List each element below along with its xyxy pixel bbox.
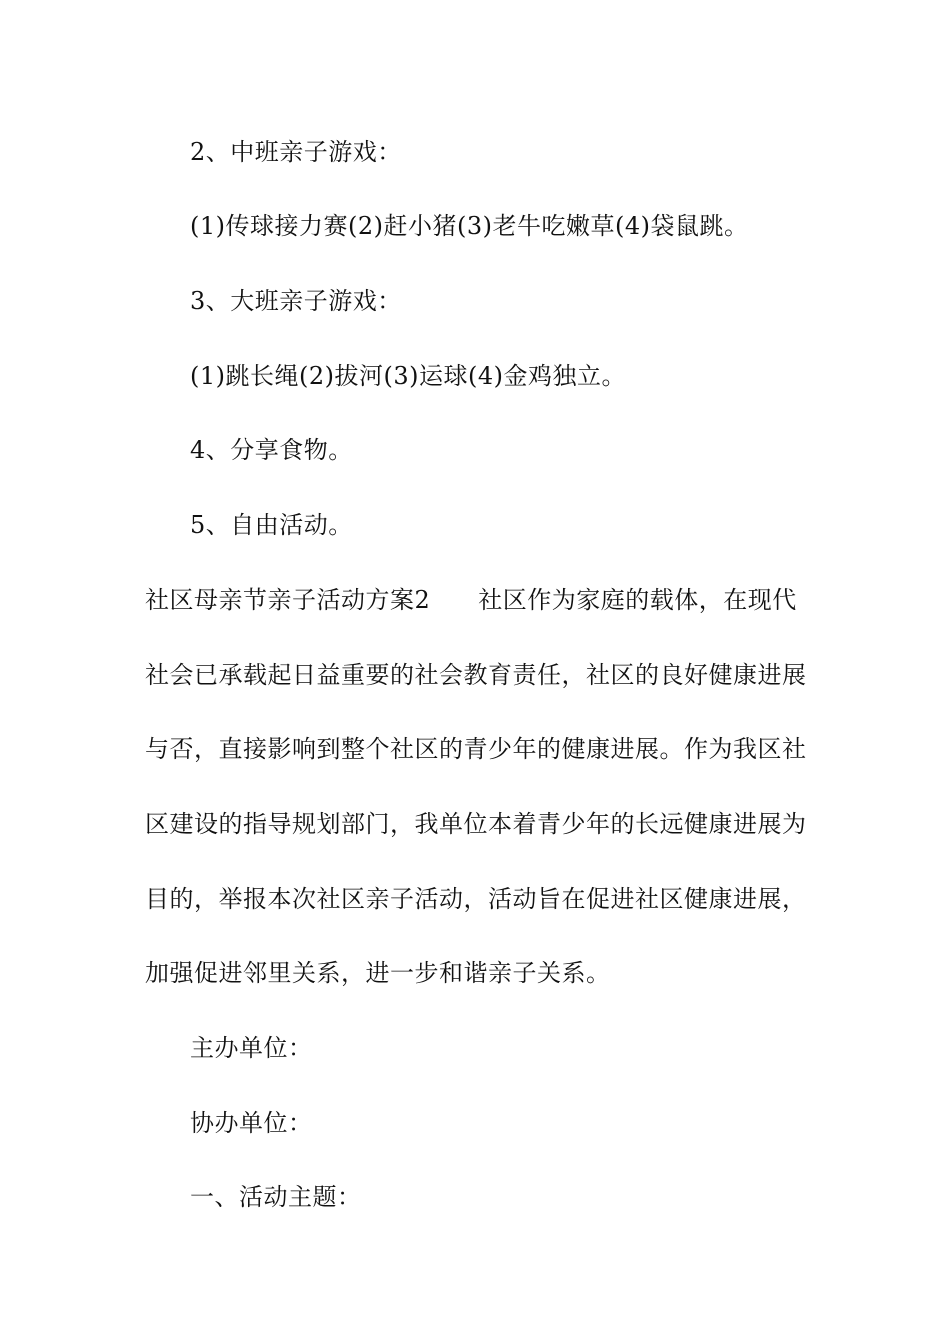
list-item: 4、分享食物。 xyxy=(190,436,353,464)
list-item: (1)传球接力赛(2)赶小猪(3)老牛吃嫩草(4)袋鼠跳。 xyxy=(190,212,749,240)
paragraph-line: 社会已承载起日益重要的社会教育责任，社区的良好健康进展 xyxy=(145,661,807,689)
organizer-label: 主办单位： xyxy=(190,1034,313,1062)
list-item: 5、自由活动。 xyxy=(190,511,353,539)
section-title: 社区母亲节亲子活动方案2 xyxy=(145,586,431,614)
paragraph-line: 与否，直接影响到整个社区的青少年的健康进展。作为我区社 xyxy=(145,735,807,763)
paragraph-line: 目的，举报本次社区亲子活动，活动旨在促进社区健康进展， xyxy=(145,885,807,913)
paragraph-text: 社区作为家庭的载体，在现代 xyxy=(478,586,797,614)
list-item: (1)跳长绳(2)拔河(3)运球(4)金鸡独立。 xyxy=(190,362,626,390)
paragraph-line: 区建设的指导规划部门，我单位本着青少年的长远健康进展为 xyxy=(145,810,807,838)
paragraph-first-line xyxy=(145,585,797,615)
co-organizer-label: 协办单位： xyxy=(190,1109,313,1137)
activity-theme-heading: 一、活动主题： xyxy=(190,1183,362,1211)
list-item: 3、大班亲子游戏： xyxy=(190,287,402,315)
list-item: 2、中班亲子游戏： xyxy=(190,138,402,166)
paragraph-line: 加强促进邻里关系，进一步和谐亲子关系。 xyxy=(145,959,611,987)
